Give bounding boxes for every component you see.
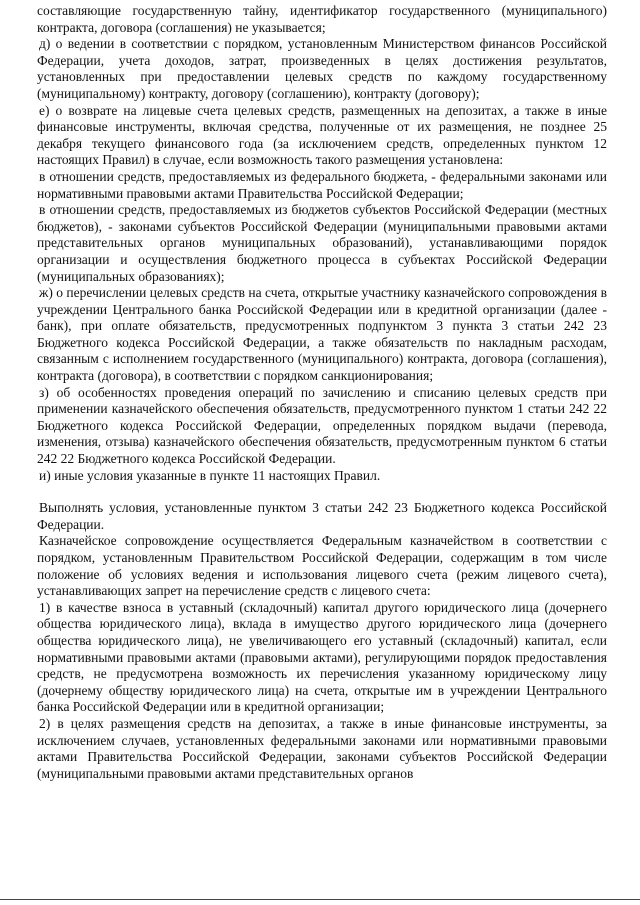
paragraph-continuation: составляющие государственную тайну, идентификатор государственного (муниципального) контракта, договора (соглашения) не указывается; — [37, 3, 607, 35]
paragraph-federal-budget: в отношении средств, предоставляемых из федерального бюджета, - федеральными законами или нормативными правовыми актами Правительства Российской Федерации; — [37, 168, 607, 201]
paragraph-item-zh: ж) о перечислении целевых средств на счета, открытые участнику казначейского сопровождения в учреждении Центрального банка Российской Федерации или в кредитной организации (далее - банк), при оплате обязательств, предусмотренных подпунктом 3 пункта 3 статьи 242 23 Бюджетного кодекса Российской Федерации, а также обязательств по накладным расходам, связанным с исполнением государственного (муниципального) контракта, договора (соглашения), контракта (договора), в соответствии с порядком санкционирования; — [37, 285, 607, 384]
paragraph-item-i: и) иные условия указанные в пункте 11 настоящих Правил. — [39, 467, 381, 483]
paragraph-item-e: е) о возврате на лицевые счета целевых средств, размещенных на депозитах, а также в иные финансовые инструменты, включая средства, полученные от их размещения, не позднее 25 декабря текущего финансового года (за исключением средств, определенных пунктом 12 настоящих Правил) в случае, если возможность такого размещения установлена: — [37, 102, 607, 168]
paragraph-item-1: 1) в качестве взноса в уставный (складочный) капитал другого юридического лица (дочернего общества юридического лица), вклада в имущество другого юридического лица (дочернего общества юридического лица), не увеличивающего его уставный (складочный) капитал, если нормативными правовыми актами (правовыми актами), регулирующими порядок предоставления средств, не предусмотрена возможность их перечисления указанному юридическому лицу (дочернему обществу юридического лица) на счета, открытые им в учреждении Центрального банка Российской Федерации или в кредитной организации; — [37, 599, 607, 715]
paragraph-item-d: д) о ведении в соответствии с порядком, установленным Министерством финансов Российской Федерации, учета доходов, затрат, произведенных в целях достижения результатов, установленных при предоставлении целевых средств по каждому государственному (муниципальному) контракту, договору (соглашению), контракту (договору); — [37, 36, 607, 101]
document-text — [37, 3, 607, 782]
bottom-rule — [0, 899, 640, 900]
paragraph-item-2: 2) в целях размещения средств на депозитах, а также в иные финансовые инструменты, за исключением случаев, установленных федеральными законами или нормативными правовыми актами Правительства Российской Федерации, законами субъектов Российской Федерации (муниципальными правовыми актами представительных органов — [37, 715, 607, 781]
paragraph-regional-budgets: в отношении средств, предоставляемых из бюджетов субъектов Российской Федерации (местных бюджетов), - законами субъектов Российской Федерации (муниципальными правовыми актами представительных органов муниципальных образований), устанавливающими порядок организации и осуществления бюджетного процесса в субъектах Российской Федерации (муниципальных образованиях); — [37, 202, 607, 284]
paragraph-gap — [37, 484, 607, 500]
paragraph-conditions: Выполнять условия, установленные пунктом 3 статьи 242 23 Бюджетного кодекса Российской Федерации. — [37, 500, 607, 532]
paragraph-treasury-support: Казначейское сопровождение осуществляется Федеральным казначейством в соответствии с порядком, установленным Правительством Российской Федерации, содержащим в том числе положение об условиях ведения и использования лицевого счета (режим лицевого счета), устанавливающих запрет на перечисление средств с лицевого счета: — [37, 533, 607, 599]
paragraph-item-z: з) об особенностях проведения операций по зачислению и списанию целевых средств при применении казначейского обеспечения обязательств, предусмотренного пунктом 1 статьи 242 22 Бюджетного кодекса Российской Федерации, определенных порядком выдачи (перевода, изменения, отзыва) казначейского обеспечения обязательств, предусмотренным пунктом 6 статьи 242 22 Бюджетного кодекса Российской Федерации. — [37, 384, 607, 467]
